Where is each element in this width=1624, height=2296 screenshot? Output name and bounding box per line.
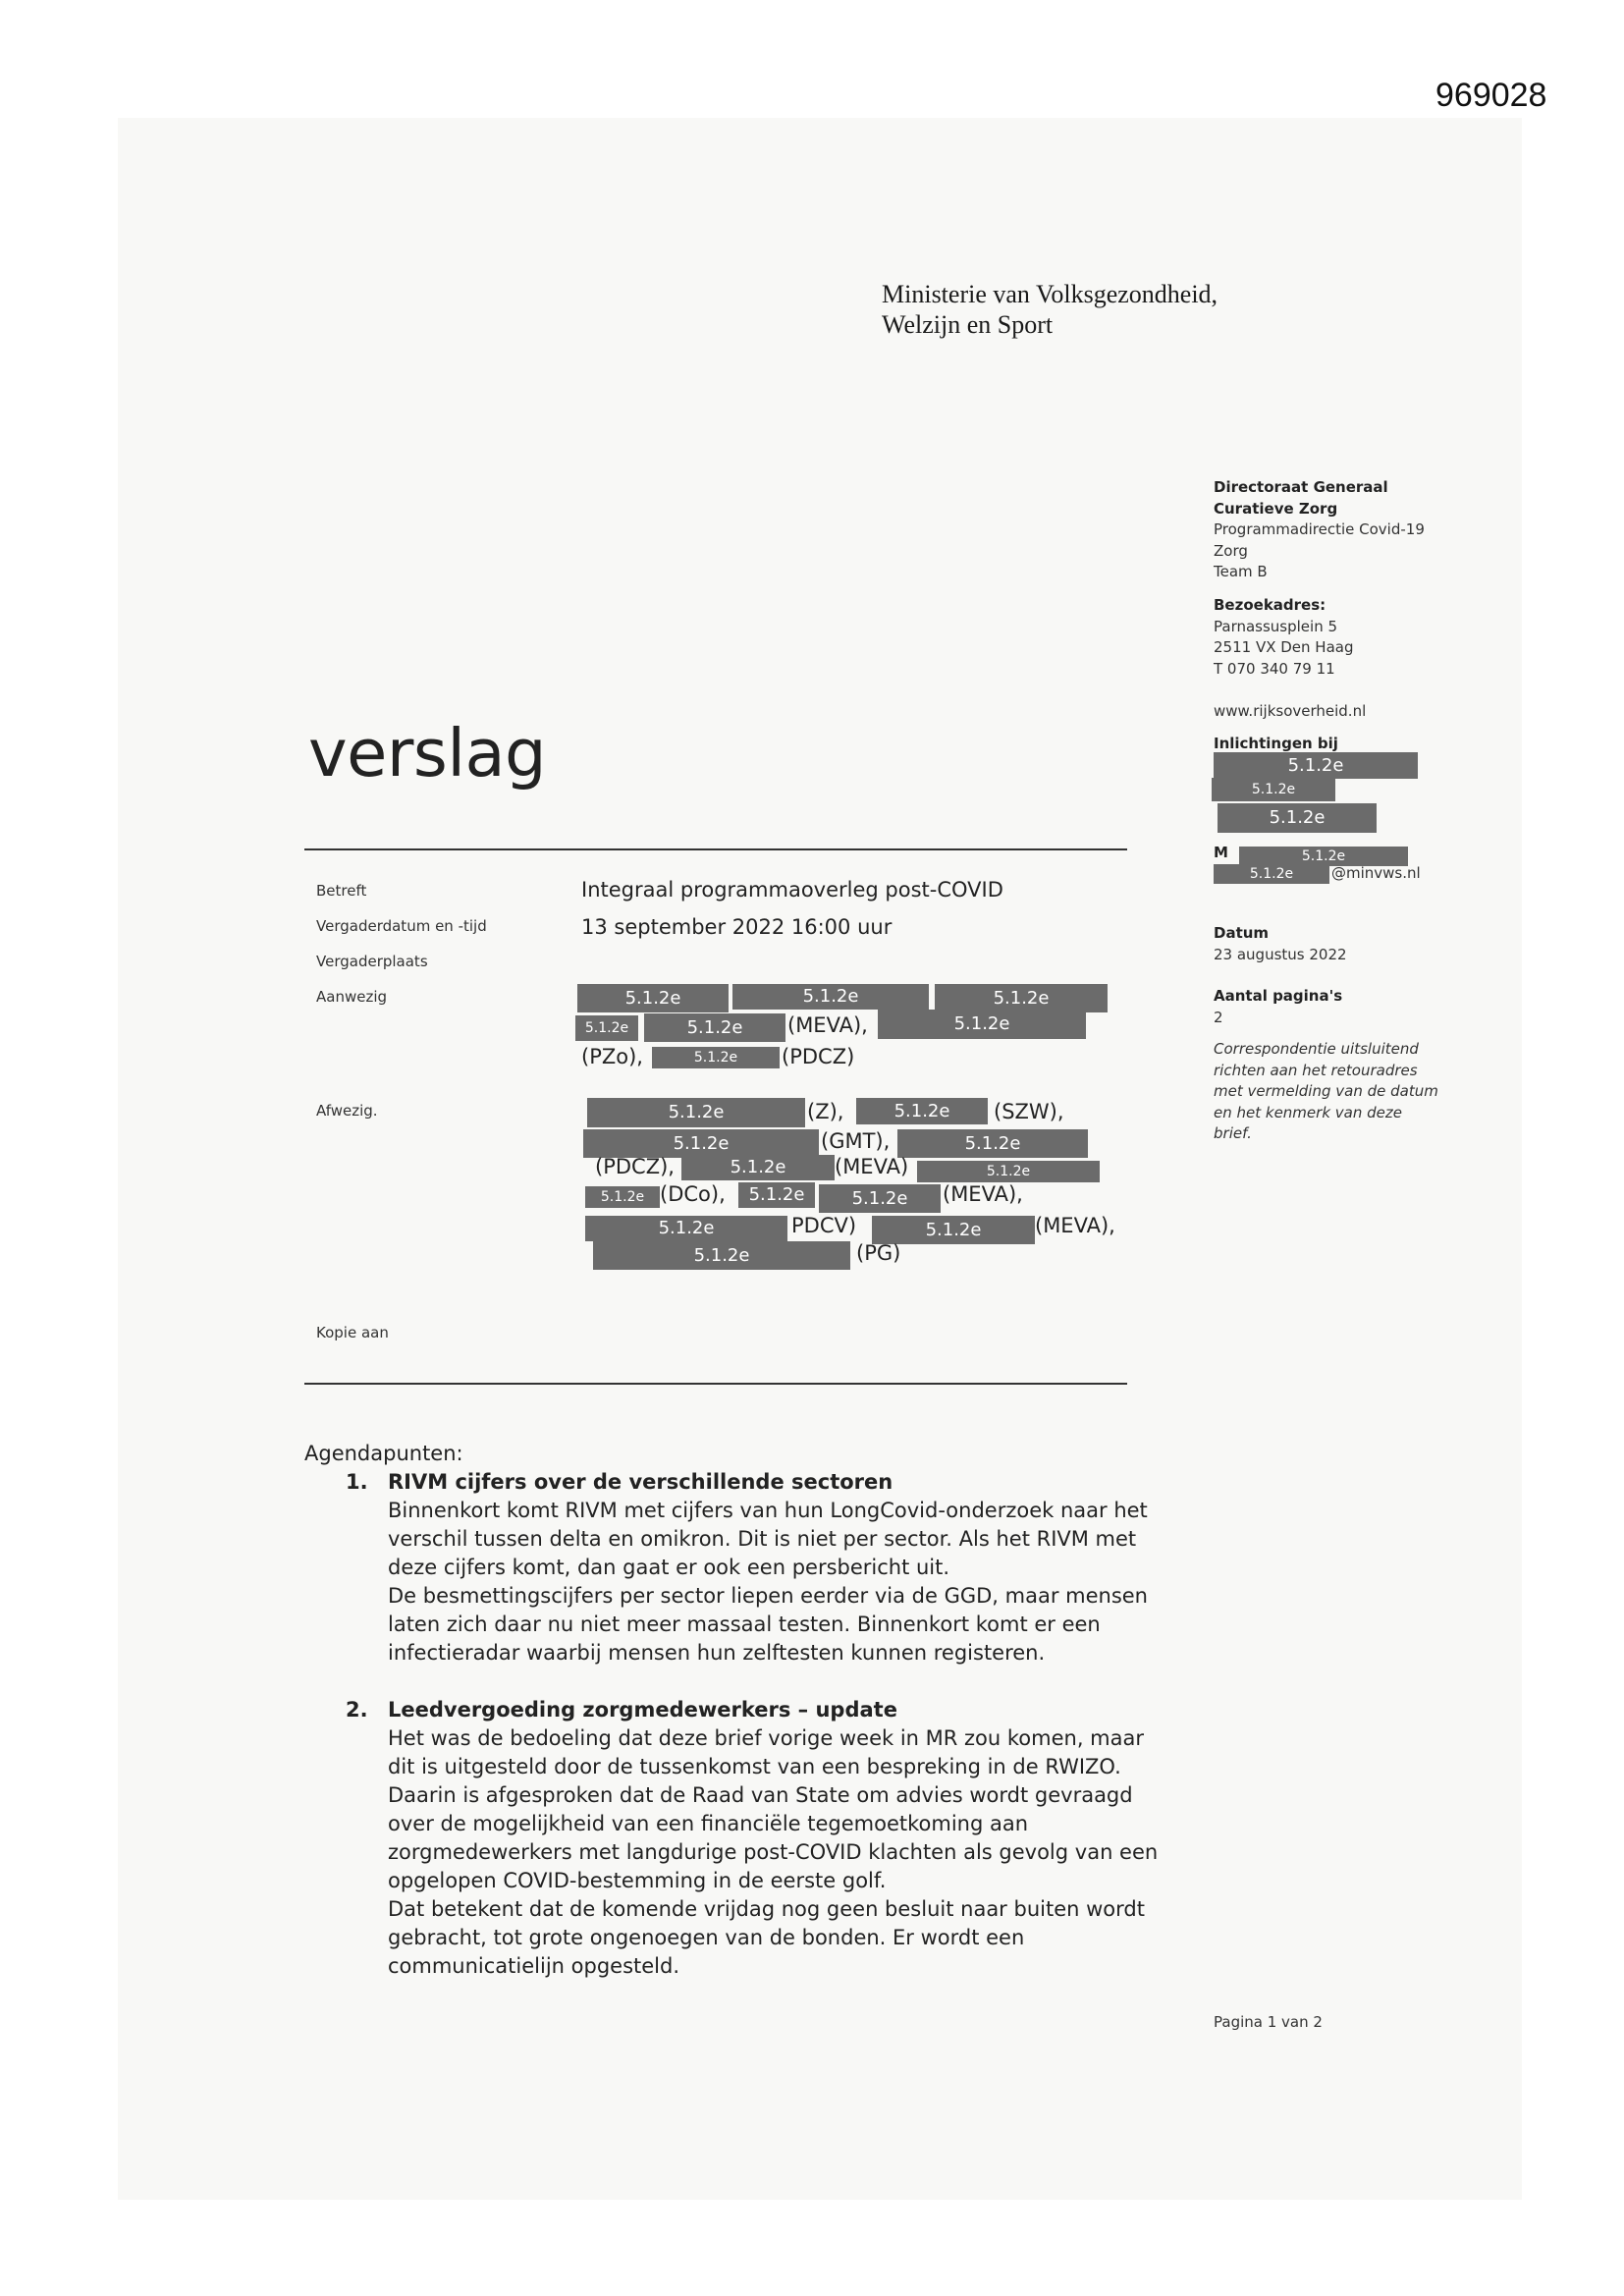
agenda-item-title: Leedvergoeding zorgmedewerkers – update bbox=[388, 1698, 897, 1722]
redaction-box: 5.1.2e bbox=[819, 1184, 941, 1213]
subject-label: Betreft bbox=[316, 882, 367, 900]
document-number: 969028 bbox=[1435, 77, 1547, 114]
note-line: en het kenmerk van deze bbox=[1214, 1103, 1402, 1121]
subject-value: Integraal programmaoverleg post-COVID bbox=[581, 878, 1003, 902]
attendee-unit: (PZo), bbox=[581, 1045, 643, 1068]
pages-heading: Aantal pagina's bbox=[1214, 987, 1343, 1005]
agenda-heading: Agendapunten: bbox=[304, 1442, 463, 1465]
absent-label: Afwezig. bbox=[316, 1102, 378, 1120]
note-line: brief. bbox=[1214, 1124, 1252, 1142]
agenda-item-title: RIVM cijfers over de verschillende sectoren bbox=[388, 1470, 893, 1494]
redaction-box: 5.1.2e bbox=[1218, 803, 1377, 833]
agenda-item-number: 1. bbox=[346, 1470, 368, 1494]
agenda-text-line: De besmettingscijfers per sector liepen eerder via de GGD, maar mensen bbox=[388, 1584, 1148, 1608]
sidebar-sender bbox=[1214, 477, 1425, 583]
redaction-box: 5.1.2e bbox=[644, 1013, 785, 1042]
agenda-text-line: verschil tussen delta en omikron. Dit is niet per sector. Als het RIVM met bbox=[388, 1527, 1137, 1551]
datetime-label: Vergaderdatum en -tijd bbox=[316, 917, 487, 935]
redaction-box: 5.1.2e bbox=[732, 984, 929, 1010]
city: 2511 VX Den Haag bbox=[1214, 638, 1354, 656]
info-heading: Inlichtingen bij bbox=[1214, 735, 1338, 752]
place-label: Vergaderplaats bbox=[316, 953, 428, 970]
absentee-unit: (PG) bbox=[856, 1241, 901, 1265]
mobile-prefix: M bbox=[1214, 844, 1228, 861]
agenda-text-line: communicatielijn opgesteld. bbox=[388, 1954, 680, 1978]
redaction-box: 5.1.2e bbox=[738, 1182, 815, 1208]
absentee-unit: (Z), bbox=[807, 1100, 844, 1123]
redaction-box: 5.1.2e bbox=[878, 1010, 1086, 1039]
note-line: met vermelding van de datum bbox=[1214, 1082, 1438, 1100]
redaction-box: 5.1.2e bbox=[1214, 864, 1329, 884]
correspondence-note bbox=[1214, 1039, 1438, 1145]
redaction-box: 5.1.2e bbox=[577, 984, 729, 1012]
redaction-box: 5.1.2e bbox=[593, 1241, 850, 1270]
divider-top bbox=[304, 848, 1127, 850]
datetime-value: 13 september 2022 16:00 uur bbox=[581, 915, 893, 939]
dg-line-2: Curatieve Zorg bbox=[1214, 499, 1338, 518]
ministry-line-1: Ministerie van Volksgezondheid, bbox=[882, 280, 1218, 308]
redaction-box: 5.1.2e bbox=[872, 1216, 1035, 1244]
agenda-text-line: dit is uitgesteld door de tussenkomst van een bespreking in de RWIZO. bbox=[388, 1755, 1121, 1778]
date-heading: Datum bbox=[1214, 924, 1270, 942]
redaction-box: 5.1.2e bbox=[575, 1015, 638, 1041]
copy-label: Kopie aan bbox=[316, 1324, 389, 1341]
date-value: 23 augustus 2022 bbox=[1214, 945, 1347, 963]
redaction-box: 5.1.2e bbox=[1212, 778, 1335, 801]
agenda-text-line: opgelopen COVID-bestemming in de eerste golf. bbox=[388, 1869, 887, 1892]
redaction-box: 5.1.2e bbox=[585, 1186, 660, 1208]
agenda-text-line: infectieradar waarbij mensen hun zelftesten kunnen registeren. bbox=[388, 1641, 1046, 1665]
street: Parnassusplein 5 bbox=[1214, 617, 1338, 635]
sidebar-address bbox=[1214, 595, 1354, 680]
agenda-text-line: deze cijfers komt, dan gaat er ook een persbericht uit. bbox=[388, 1556, 950, 1579]
absentee-unit: (MEVA), bbox=[943, 1182, 1023, 1206]
redaction-box: 5.1.2e bbox=[897, 1129, 1088, 1158]
agenda-text-line: zorgmedewerkers met langdurige post-COVID klachten als gevolg van een bbox=[388, 1840, 1159, 1864]
redaction-box: 5.1.2e bbox=[1214, 752, 1418, 779]
agenda-text-line: gebracht, tot grote ongenoegen van de bonden. Er wordt een bbox=[388, 1926, 1025, 1949]
attendee-unit: (MEVA), bbox=[787, 1013, 868, 1037]
redaction-box: 5.1.2e bbox=[681, 1155, 835, 1180]
absentee-unit: (MEVA), bbox=[1035, 1214, 1115, 1237]
absentee-unit: (PDCZ), bbox=[595, 1155, 675, 1178]
visit-heading: Bezoekadres: bbox=[1214, 596, 1326, 614]
redaction-box: 5.1.2e bbox=[1239, 847, 1408, 866]
email-suffix: @minvws.nl bbox=[1331, 864, 1421, 882]
agenda-item-number: 2. bbox=[346, 1698, 368, 1722]
agenda-text-line: Dat betekent dat de komende vrijdag nog geen besluit naar buiten wordt bbox=[388, 1897, 1145, 1921]
redaction-box: 5.1.2e bbox=[856, 1098, 988, 1124]
document-title: verslag bbox=[308, 715, 547, 792]
note-line: richten aan het retouradres bbox=[1214, 1061, 1418, 1079]
absentee-unit: (GMT), bbox=[821, 1129, 891, 1153]
directorate-line-2: Zorg bbox=[1214, 541, 1248, 560]
agenda-text-line: Daarin is afgesproken dat de Raad van State om advies wordt gevraagd bbox=[388, 1783, 1133, 1807]
website-link[interactable]: www.rijksoverheid.nl bbox=[1214, 702, 1367, 720]
agenda-item bbox=[304, 1468, 1208, 1667]
present-label: Aanwezig bbox=[316, 988, 388, 1006]
dg-line-1: Directoraat Generaal bbox=[1214, 478, 1388, 496]
sidebar-pages bbox=[1214, 986, 1342, 1028]
agenda-item bbox=[304, 1696, 1208, 1981]
sidebar-date bbox=[1214, 923, 1347, 965]
absentee-unit: PDCV) bbox=[791, 1214, 857, 1237]
agenda-text-line: over de mogelijkheid van een financiële tegemoetkoming aan bbox=[388, 1812, 1029, 1835]
team-name: Team B bbox=[1214, 563, 1268, 580]
page-number: Pagina 1 van 2 bbox=[1214, 2013, 1323, 2031]
directorate-line-1: Programmadirectie Covid-19 bbox=[1214, 520, 1425, 538]
ministry-logo-text bbox=[882, 279, 1218, 340]
agenda-text-line: Binnenkort komt RIVM met cijfers van hun LongCovid-onderzoek naar het bbox=[388, 1499, 1148, 1522]
agenda-section bbox=[304, 1440, 1208, 1981]
divider-bottom bbox=[304, 1383, 1127, 1385]
redaction-box: 5.1.2e bbox=[652, 1047, 780, 1068]
pages-value: 2 bbox=[1214, 1008, 1223, 1026]
redaction-box: 5.1.2e bbox=[585, 1216, 787, 1241]
attendee-unit: (PDCZ) bbox=[782, 1045, 855, 1068]
note-line: Correspondentie uitsluitend bbox=[1214, 1040, 1419, 1058]
absentee-unit: (DCo), bbox=[660, 1182, 726, 1206]
ministry-line-2: Welzijn en Sport bbox=[882, 310, 1054, 339]
absentee-unit: (MEVA) bbox=[835, 1155, 909, 1178]
agenda-text-line: laten zich daar nu niet meer massaal testen. Binnenkort komt er een bbox=[388, 1613, 1101, 1636]
agenda-text-line: Het was de bedoeling dat deze brief vorige week in MR zou komen, maar bbox=[388, 1726, 1145, 1750]
redaction-box: 5.1.2e bbox=[587, 1098, 805, 1127]
redaction-box: 5.1.2e bbox=[935, 984, 1108, 1012]
absentee-unit: (SZW), bbox=[994, 1100, 1064, 1123]
redaction-box: 5.1.2e bbox=[917, 1161, 1100, 1182]
phone: T 070 340 79 11 bbox=[1214, 659, 1335, 678]
redaction-box: 5.1.2e bbox=[583, 1129, 819, 1158]
